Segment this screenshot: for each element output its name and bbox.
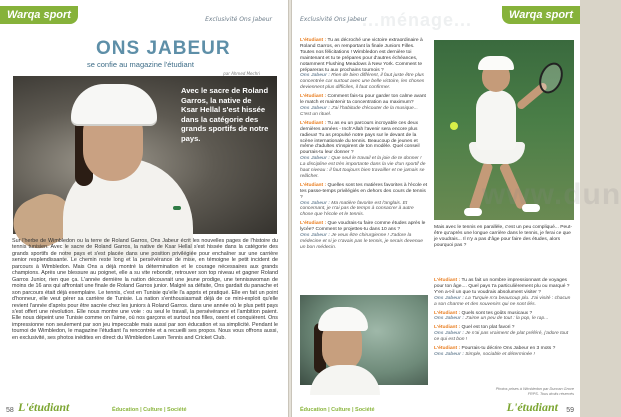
question-label: L'étudiant : [434,310,461,316]
question-label: L'étudiant : [300,221,327,227]
qa-item [300,121,428,180]
answer-label: Ons Jabeur : [300,200,330,206]
section-title: Warqa sport [0,6,78,24]
answer [434,331,574,343]
answer-label: Ons Jabeur : [434,351,464,357]
portrait-photo [13,76,277,234]
tennis-ball-icon [450,122,458,130]
answer-text: J'aime un peu de tout : la pop, le rap... [465,316,549,322]
interview-column [300,38,428,254]
qa-item [300,183,428,218]
answer [434,296,574,308]
question-text: Comment fais-tu pour garder ton calme avant le match et maintenir ta concentration au maximum? [300,94,426,106]
question [300,94,428,106]
answer [300,156,428,180]
answer-text: Que seul le travail et la joie de te donner ! La discipline est très importante dans la vie d'un sportif de haut niveau : il faut toujours bien travailler et ne jamais se relâcher. [300,156,426,179]
answer [300,233,428,251]
answer-label: Ons Jabeur : [300,73,330,79]
question [300,221,428,233]
answer [434,316,574,322]
answer-label: Ons Jabeur : [434,331,464,337]
exclusive-label: Exclusivité Ons Jabeur [300,16,367,23]
question [434,278,574,296]
answer [300,201,428,219]
answer-continuation: Mais avec le tennis en parallèle, c'est un peu compliqué... Peut-être qu'après une longue carrière dans le tennis, je ferai ce que je voudrais... Il n'y a pas d'âge pour faire des études, alors pourquoi pas ? [434,225,572,248]
question-label: L'étudiant : [300,94,327,100]
magazine-logo: L'étudiant [18,400,70,414]
photo-credit: Photos prises à Wimbledon par Duncan Grove FRPS. Tous droits réservés [495,387,574,396]
right-page [292,0,621,417]
headline: ONS JABEUR [96,38,231,59]
question-label: L'étudiant : [434,346,461,352]
question [300,183,428,201]
answer-text: Je veux être chirurgienne ! J'adore la médecine et si je n'avais pas le tennis, je serais devenue un bon médecin. [300,233,423,250]
answer-text: J'ai l'habitude d'écouter de la musique... C'est un rituel. [300,105,418,117]
answer [434,352,574,358]
question-text: Que voudrais-tu faire comme études après le lycée? Comment te projettes-tu dans 10 ans ? [300,221,426,233]
answer-label: Ons Jabeur : [434,316,464,322]
question-label: L'étudiant : [300,120,327,126]
qa-item [300,94,428,118]
answer-text: Simple, sociable et déterminée ! [465,351,535,357]
subhead: se confie au magazine l'étudiant [87,60,194,69]
answer-label: Ons Jabeur : [300,156,330,162]
qa-item [434,325,574,343]
qa-item [300,38,428,91]
answer-text: Ma matière favorite est l'anglais. Et concernant, je n'ai pas de temps à consacrer à autre chose que l'école et le tennis. [300,200,414,218]
answer-label: Ons Jabeur : [300,105,330,111]
answer-label: Ons Jabeur : [300,233,330,239]
cap-shape [478,56,514,70]
question [300,121,428,156]
qa-item [434,278,574,308]
answer-text: Je n'ai pas vraiment de plat préféré, j'adore tout ce qui est bon ! [434,331,569,343]
qa-item [434,346,574,358]
question-label: L'étudiant : [300,182,327,188]
cap-shape [318,307,368,331]
exclusive-label: Exclusivité Ons Jabeur [205,16,272,23]
question-label: L'étudiant : [300,38,327,43]
question-text: Pourrais-tu décrire Ons Jabeur en 3 mots ? [461,346,556,352]
footer-tagline: Éducation | Culture | Société [112,407,187,413]
photo-caption: Avec le sacre de Roland Garros, la native de Ksar Hellal s'est hissée dans la catégorie des grands sportifs de notre pays. [181,86,269,143]
closeup-photo [300,295,428,385]
question-text: Quelles sont tes matières favorites à l'école et tes passe-temps privilégiés en dehors des cours de tennis ? [300,182,428,200]
crocodile-logo-icon [173,206,181,210]
magazine-logo: L'étudiant [506,400,558,414]
article-body: Sur l'herbe de Wimbledon ou la terre de Roland Garros, Ons Jabeur écrit les nouvelles pages de l'histoire du tennis tunisien. Avec le sacre de Roland Garros, la native de Ksar Hellal s'est hissée dans la catégorie des grands sportifs de notre pays et s'est placée dans une position privilégiée pour enchaîner sur une carrière senior resplendissante. Le chemin reste long et la persévérance de mise, en témoigne le petit incident de parcours à Wimbledon. Mais Ons a déjà montré la détermination et le courage nécessaires aux grands champions. Après une blessure au poignet, elle a su vite rebondir, retrouver son top niveau et gagner Roland Garros Junior, rien que ça. L'année dernière la nation découvrait une jeune prodige, une tennisswoman de moins de 16 ans qui affrontait une finale de Roland Garros junior. Malgré sa défaite, Ons gardait du panache et son parcours était déjà exemplaire. Le tennis, c'est en Tunisie qu'elle l'a appris et pratiqué. Elle en fait un point d'honneur, elle veut gérer sa carrière de Tunisie. La nation s'enthousiasmait déjà de ce mini-exploit qu'elle revient l'année d'après pour être sacrée chez les juniors à Roland Garros. dans une année où le plus petit pays s'est offert une révolution. Elle nous montre une voie : ou seul le travail, la persévérance et l'ambition paient. Elle nous dépeint une Tunisie comme on l'aime, où nos garçons et surtout nos filles, osent et conquièrent. Ons impressionne non seulement par son jeu impeccable mais aussi par son éducation et sa simplicité. Pendant le tournoi de Wimbledon, le magazine l'étudiant l'a rencontrée et a recueilli ses propos. Nous vous offrons aussi, en exclusivité, ses photos inédites en direct du Wimbledon Lawn Tennis and Cricket Club. [12,238,278,341]
question-text: Quel est ton plat favori ? [461,325,515,331]
question-text: Tu as fait un nombre impressionnant de voyages pour ton âge.... Quel pays t'a particulièrement plu ou marqué ? Y'en a-t-il un que tu voudrais absolument visiter ? [434,278,570,295]
body-shape [476,90,516,150]
qa-item [300,221,428,251]
answer [300,73,428,91]
question-text: Tu as eu un parcours incroyable ces deux dernières années - Inch'Allah l'avenir sera encore plus radieux! Tu as propulsé notre pays sur le devant de la scène internationale du tennis. Beaucoup de jeunes et même d'adultes s'inspirent de ton modèle. Quel conseil pourrais-tu leur donner ? [300,120,420,156]
page-number: 59 [566,407,574,414]
interview-column-2 [434,278,574,361]
qa-item [434,311,574,323]
question-text: Quels sont tes goûts musicaux ? [461,310,533,316]
answer-label: Ons Jabeur : [434,295,464,301]
answer [300,106,428,118]
background-word: ...ménage... [362,10,473,30]
shoe-shape [464,208,482,216]
watermark: www.dun [482,178,621,211]
question-label: L'étudiant : [434,278,461,283]
byline: par Ahmed Mechri [223,71,260,76]
question-text: Tu as décroché une victoire extraordinaire à Roland Garros, en remportant la finale Juniors Filles. Toutes nos félicitations ! Wimbledon est dernière toi maintenant et tu te prépares pour d'autres échéances, notamment Flushing Meadows à New York. Comment te prépareras tu aux prochains tournois ? [300,38,423,73]
footer-tagline: Éducation | Culture | Société [300,407,375,413]
answer-text: Rien de bien différent, il faut juste être plus concentrée car surtout avec une belle victoire, les choses deviennent plus difficiles, il faut confirmer. [300,73,425,91]
section-title: Warqa sport [502,6,580,24]
cap-shape [71,84,157,124]
question [300,38,428,73]
question-label: L'étudiant : [434,325,461,331]
page-number: 58 [6,407,14,414]
left-page [0,0,288,417]
answer-text: La Turquie m'a beaucoup plu. J'ai visité : chacun a son charme et des souvenirs qui ne sont liés. [434,295,571,307]
